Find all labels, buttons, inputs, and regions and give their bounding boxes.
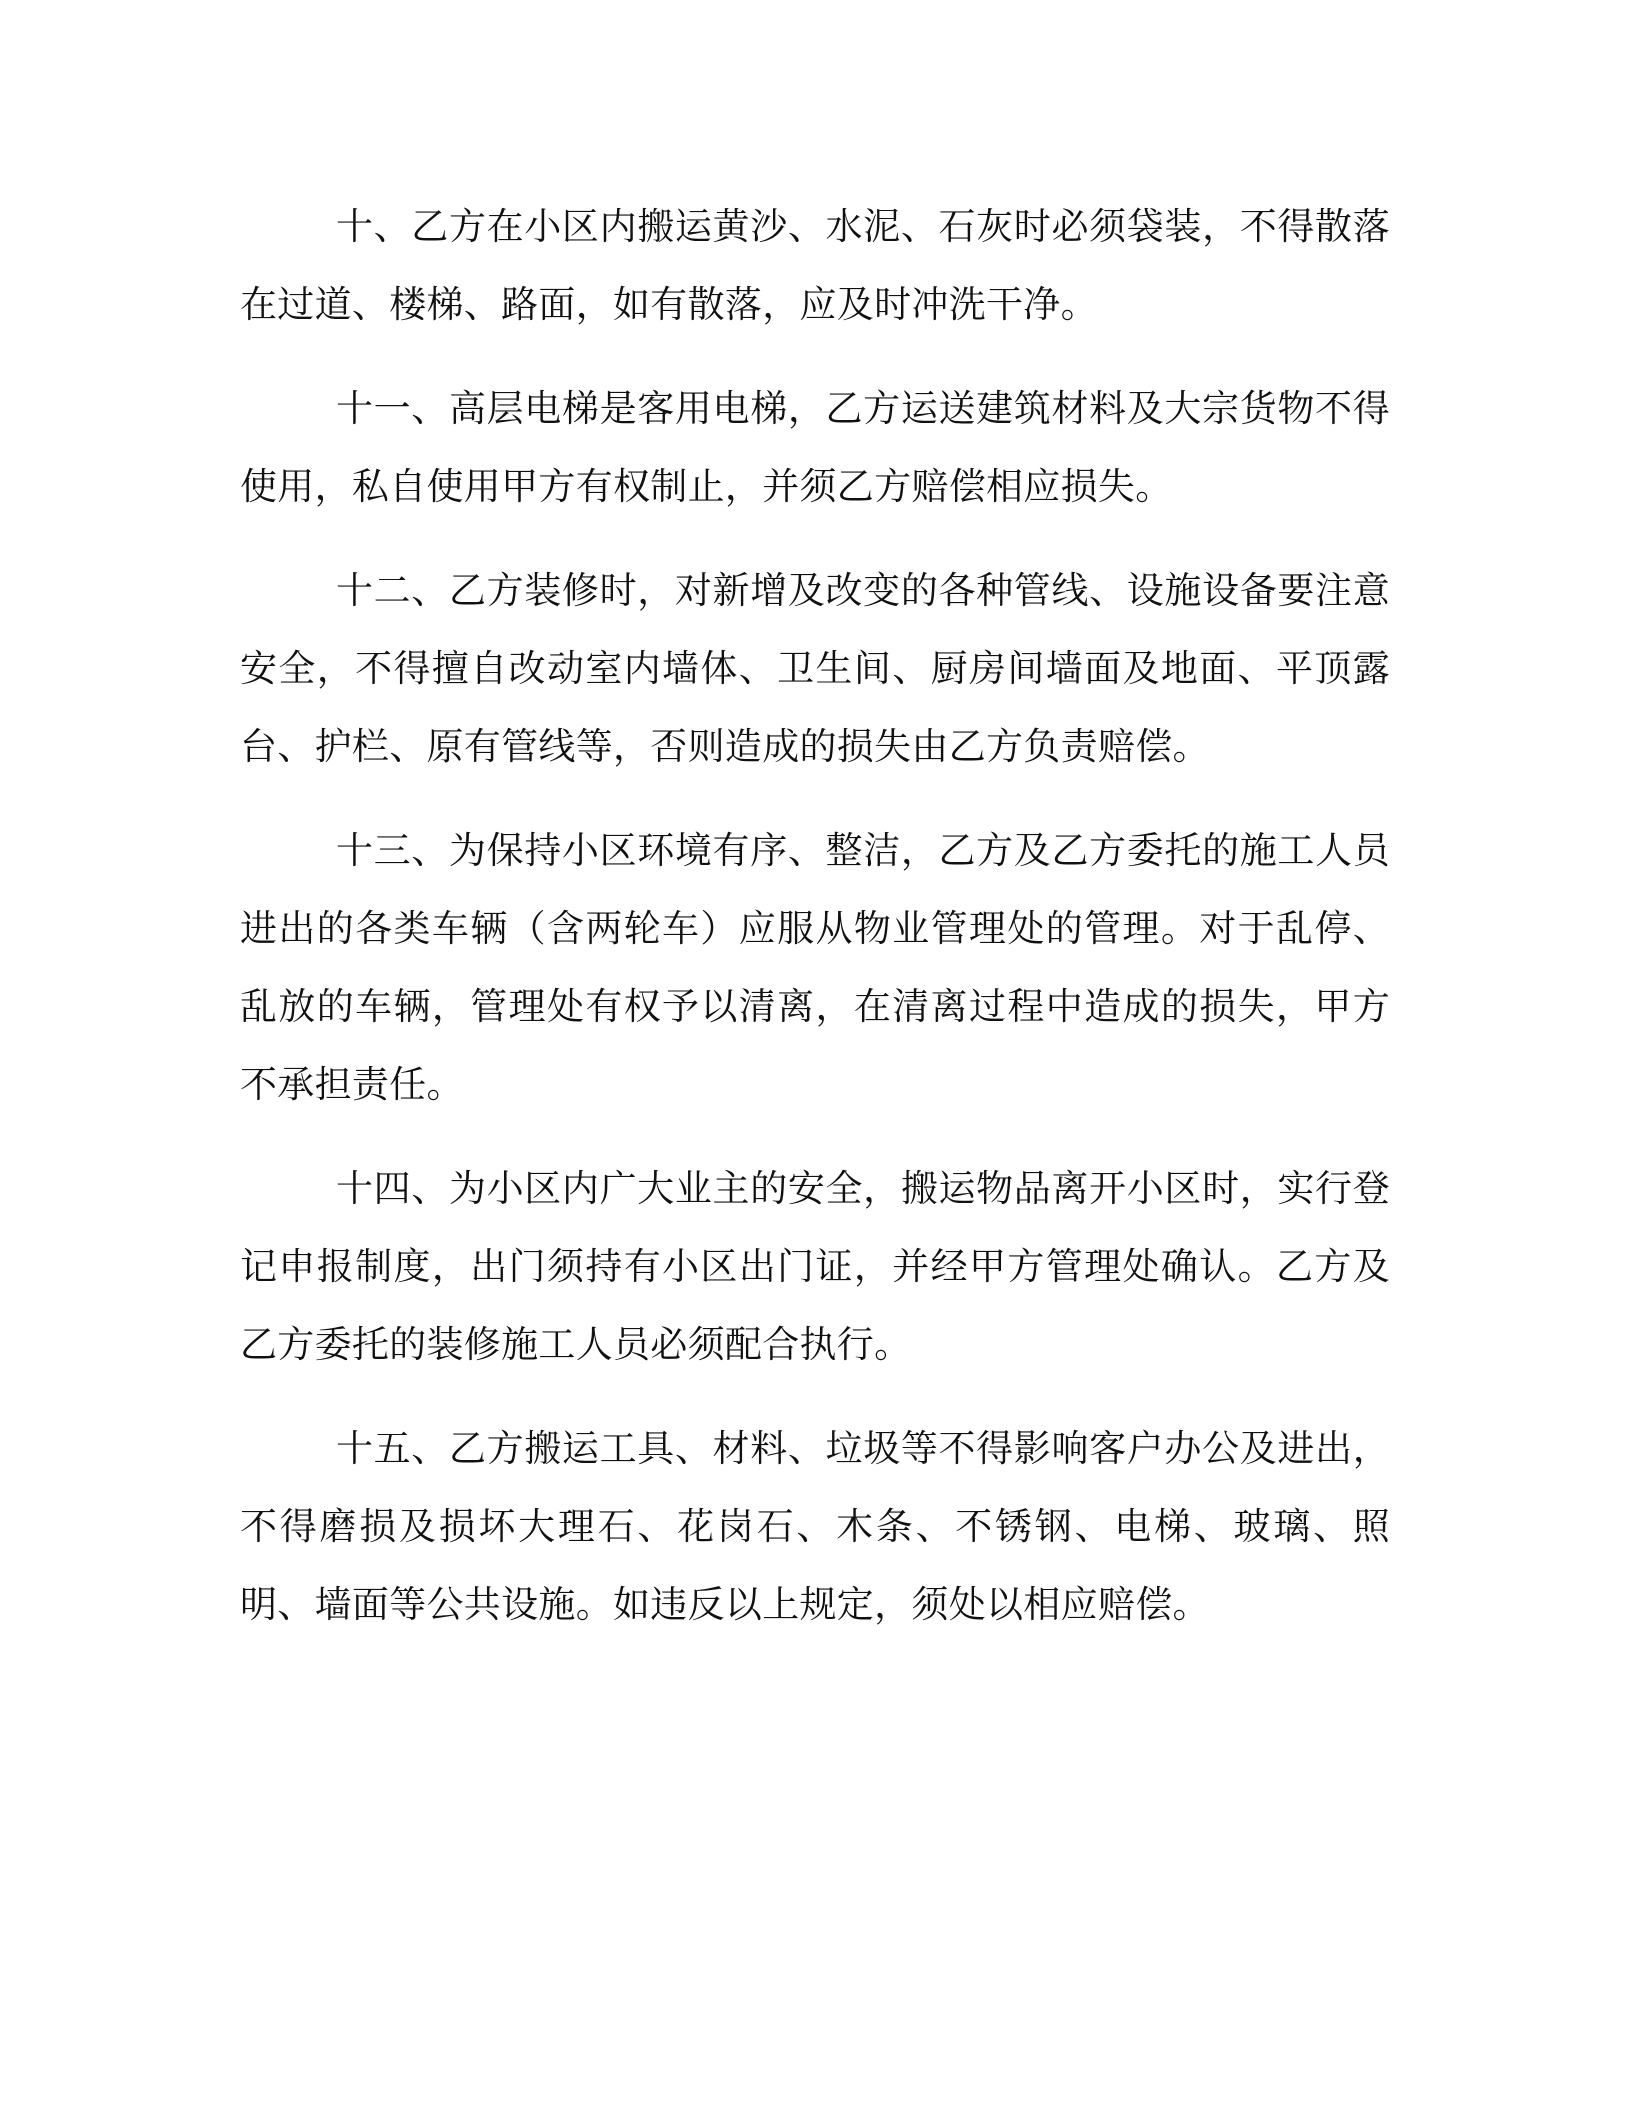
document-body [240, 188, 1390, 1670]
clause-10: 十、乙方在小区内搬运黄沙、水泥、石灰时必须袋装，不得散落在过道、楼梯、路面，如有散落，应及时冲洗干净。 [240, 205, 1390, 326]
clause-11: 十一、高层电梯是客用电梯，乙方运送建筑材料及大宗货物不得使用，私自使用甲方有权制止，并须乙方赔偿相应损失。 [240, 387, 1390, 508]
clause-14: 十四、为小区内广大业主的安全，搬运物品离开小区时，实行登记申报制度，出门须持有小区出门证，并经甲方管理处确认。乙方及乙方委托的装修施工人员必须配合执行。 [240, 1167, 1390, 1366]
clause-12: 十二、乙方装修时，对新增及改变的各种管线、设施设备要注意安全，不得擅自改动室内墙体、卫生间、厨房间墙面及地面、平顶露台、护栏、原有管线等，否则造成的损失由乙方负责赔偿。 [240, 569, 1390, 768]
clause-15: 十五、乙方搬运工具、材料、垃圾等不得影响客户办公及进出，不得磨损及损坏大理石、花岗石、木条、不锈钢、电梯、玻璃、照明、墙面等公共设施。如违反以上规定，须处以相应赔偿。 [240, 1427, 1390, 1626]
clause-13: 十三、为保持小区环境有序、整洁，乙方及乙方委托的施工人员进出的各类车辆（含两轮车）应服从物业管理处的管理。对于乱停、乱放的车辆，管理处有权予以清离，在清离过程中造成的损失，甲方不承担责任。 [240, 829, 1390, 1106]
